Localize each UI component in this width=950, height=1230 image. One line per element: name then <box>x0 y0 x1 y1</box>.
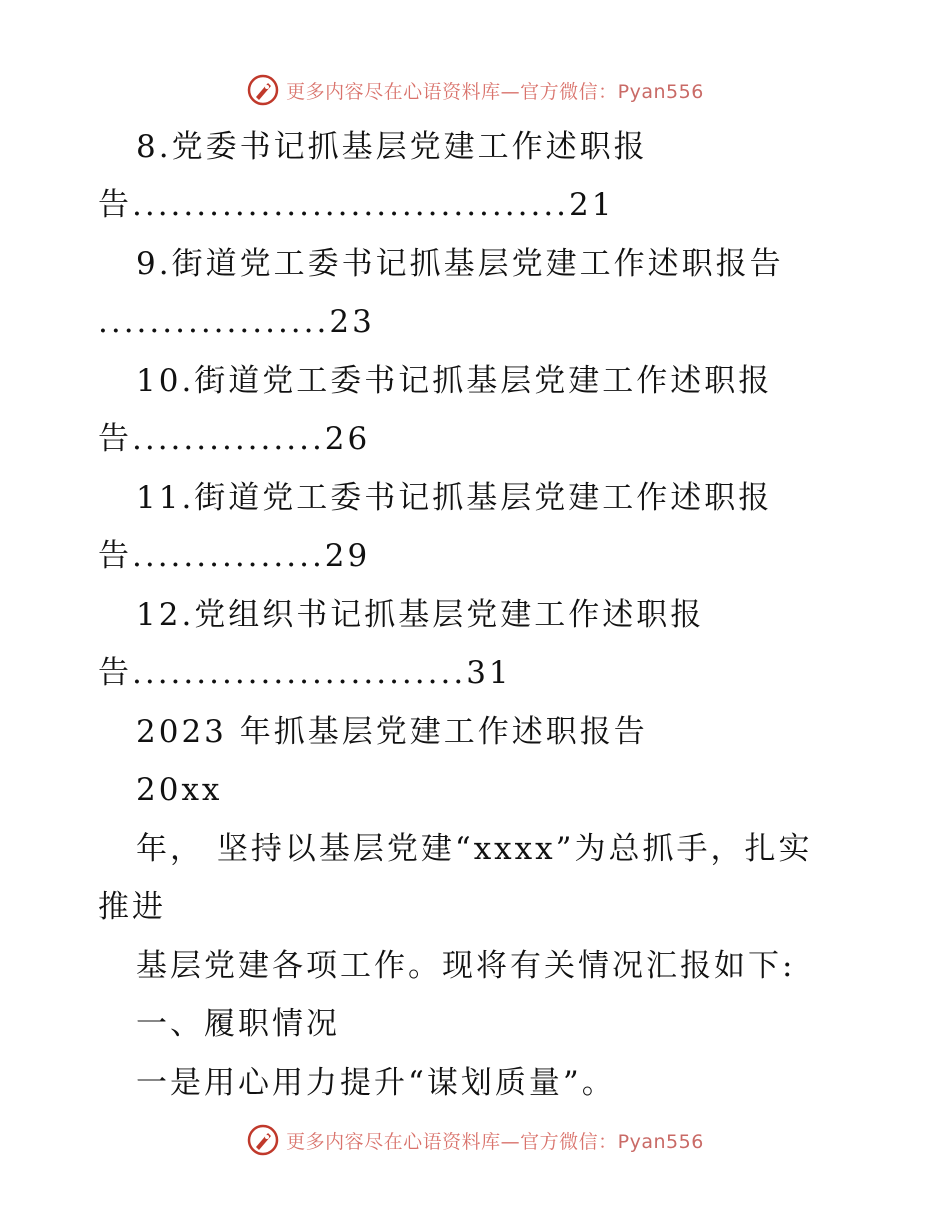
watermark-footer <box>0 1120 950 1160</box>
watermark-text: 更多内容尽在心语资料库—官方微信：Pyan556 <box>286 80 704 103</box>
document-title: 2023 年抓基层党建工作述职报告 <box>136 714 648 750</box>
toc-item-10-leader: 告...............26 <box>98 421 371 457</box>
watermark-header <box>0 70 950 110</box>
toc-item-12-leader: 告..........................31 <box>98 655 512 691</box>
toc-item-10-title: 10.街道党工委书记抓基层党建工作述职报 <box>136 363 773 399</box>
toc-item-8-title: 8.党委书记抓基层党建工作述职报 <box>136 129 648 165</box>
year-line: 20xx <box>136 772 223 808</box>
toc-item-9-leader: ..................23 <box>98 304 375 340</box>
toc-item-11-leader: 告...............29 <box>98 538 371 574</box>
toc-item-9-title: 9.街道党工委书记抓基层党建工作述职报告 <box>136 246 784 282</box>
paragraph-1-line-2: 推进 <box>98 889 166 925</box>
section-heading-1: 一、履职情况 <box>136 1006 340 1042</box>
paragraph-1-line-1: 年， 坚持以基层党建“xxxx”为总抓手，扎实 <box>136 831 813 867</box>
toc-item-12-title: 12.党组织书记抓基层党建工作述职报 <box>136 597 705 633</box>
toc-item-11-title: 11.街道党工委书记抓基层党建工作述职报 <box>136 480 773 516</box>
paragraph-2: 基层党建各项工作。现将有关情况汇报如下: <box>136 948 796 984</box>
watermark-text: 更多内容尽在心语资料库—官方微信：Pyan556 <box>286 1130 704 1153</box>
pen-nib-logo-icon <box>246 73 280 107</box>
item-1-heading: 一是用心用力提升“谋划质量”。 <box>136 1065 616 1101</box>
pen-nib-logo-icon <box>246 1123 280 1157</box>
toc-item-8-leader: 告..................................21 <box>98 187 615 223</box>
